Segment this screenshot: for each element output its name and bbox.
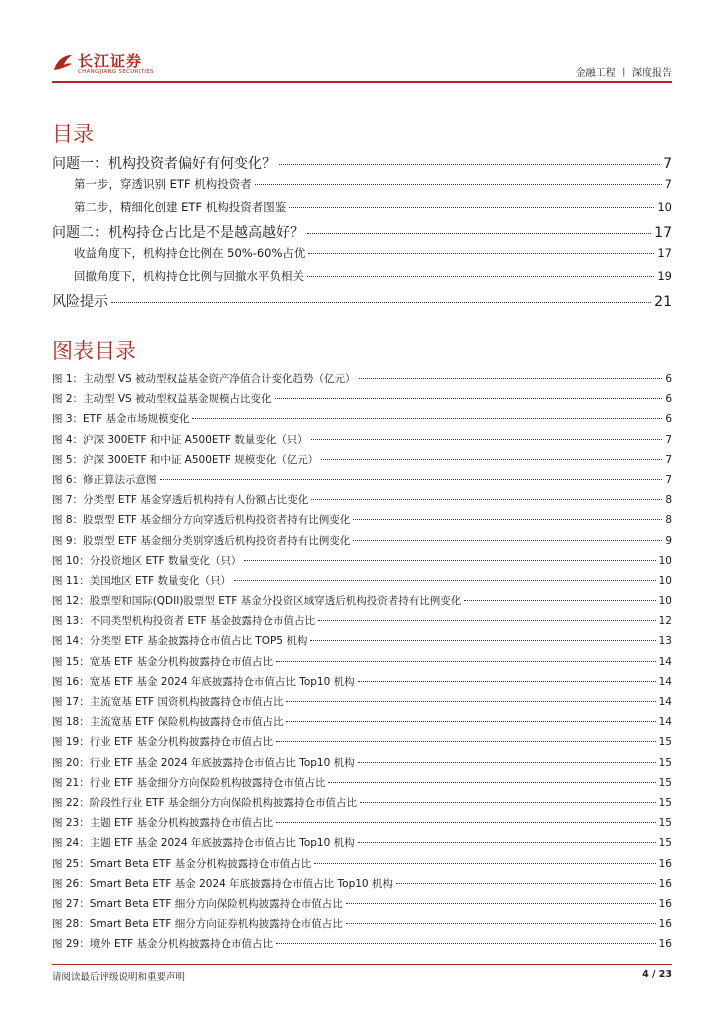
figure-entry-label: 图 4：沪深 300ETF 和中证 A500ETF 数量变化（只） xyxy=(52,433,308,446)
figure-entry-page: 15 xyxy=(658,817,672,830)
figure-entry[interactable] xyxy=(52,452,672,472)
toc-entry-label: 问题一：机构投资者偏好有何变化？ xyxy=(52,156,276,172)
logo-cn-text: 长江证券 xyxy=(78,52,143,70)
dot-leader xyxy=(234,580,656,581)
figure-entry-page: 8 xyxy=(665,494,672,507)
figure-entry-page: 14 xyxy=(658,696,672,708)
toc-entry[interactable] xyxy=(52,291,672,314)
figure-entry-label: 图 5：沪深 300ETF 和中证 A500ETF 规模变化（亿元） xyxy=(52,453,319,466)
figure-entry-page: 10 xyxy=(658,574,672,587)
figure-entry-page: 15 xyxy=(658,776,672,789)
figure-entry-page: 8 xyxy=(665,514,672,527)
figure-entry-label: 图 12：股票型和国际(QDII)股票型 ETF 基金分投资区域穿透后机构投资者持有比例变化 xyxy=(52,595,462,608)
toc-entry[interactable] xyxy=(52,153,672,176)
figure-entry-label: 图 15：宽基 ETF 基金分机构披露持仓市值占比 xyxy=(52,655,273,668)
figure-entry-label: 图 24：主题 ETF 基金 2024 年底披露持仓市值占比 Top10 机构 xyxy=(52,837,355,850)
figure-entry-page: 15 xyxy=(658,837,672,850)
footer-divider xyxy=(52,964,672,965)
figure-entry[interactable] xyxy=(52,391,672,411)
toc-entry[interactable] xyxy=(52,268,672,291)
dot-leader xyxy=(359,378,663,379)
dot-leader xyxy=(358,762,656,763)
dot-leader xyxy=(275,398,663,399)
toc-entry-page: 7 xyxy=(664,177,672,191)
figure-entry[interactable] xyxy=(52,755,672,775)
figure-entry[interactable] xyxy=(52,654,672,674)
dot-leader xyxy=(289,207,654,208)
dot-leader xyxy=(321,459,662,460)
toc-entry-label: 收益角度下，机构持仓比例在 50%-60%占优 xyxy=(74,246,306,260)
figure-entry[interactable] xyxy=(52,411,672,431)
toc-entry[interactable] xyxy=(52,222,672,245)
figure-entry-label: 图 16：宽基 ETF 基金 2024 年底披露持仓市值占比 Top10 机构 xyxy=(52,675,355,688)
dot-leader xyxy=(311,439,663,440)
toc-entry-label: 风险提示 xyxy=(52,294,108,310)
figure-entry-label: 图 26：Smart Beta ETF 基金 2024 年底披露持仓市值占比 Top10 机构 xyxy=(52,877,393,890)
figure-entry[interactable] xyxy=(52,674,672,694)
figure-entry-page: 16 xyxy=(658,897,672,910)
figure-entry[interactable] xyxy=(52,512,672,532)
figure-entry-page: 6 xyxy=(665,393,672,406)
figure-entry-label: 图 27：Smart Beta ETF 细分方向保险机构披露持仓市值占比 xyxy=(52,897,343,910)
figure-entry[interactable] xyxy=(52,876,672,896)
toc-entry-page: 19 xyxy=(657,269,672,283)
figure-entry-label: 图 6：修正算法示意图 xyxy=(52,473,157,486)
dot-leader xyxy=(286,721,655,722)
figure-entry[interactable] xyxy=(52,835,672,855)
dot-leader xyxy=(328,782,655,783)
figure-entry-page: 6 xyxy=(665,413,672,426)
figure-entry[interactable] xyxy=(52,492,672,512)
figure-entry-label: 图 14：分类型 ETF 基金披露持仓市值占比 TOP5 机构 xyxy=(52,635,308,648)
dot-leader xyxy=(396,883,656,884)
figure-entry-label: 图 19：行业 ETF 基金分机构披露持仓市值占比 xyxy=(52,736,273,749)
logo-en-text: CHANGJIANG SECURITIES xyxy=(78,69,154,75)
report-category: 金融工程 丨 深度报告 xyxy=(575,68,672,79)
dot-leader xyxy=(310,640,655,641)
dot-leader xyxy=(160,479,663,480)
figure-entry-label: 图 20：行业 ETF 基金 2024 年底披露持仓市值占比 Top10 机构 xyxy=(52,756,355,769)
dot-leader xyxy=(307,233,651,234)
logo-mark-icon xyxy=(52,52,74,74)
company-logo xyxy=(52,50,162,84)
figure-entry-page: 7 xyxy=(665,473,672,486)
figure-entry-page: 15 xyxy=(658,736,672,749)
figure-entry-page: 14 xyxy=(658,675,672,688)
figure-entry-page: 16 xyxy=(658,918,672,931)
dot-leader xyxy=(346,923,656,924)
figure-entry[interactable] xyxy=(52,916,672,936)
dot-leader xyxy=(358,842,656,843)
figure-entry[interactable] xyxy=(52,573,672,593)
dot-leader xyxy=(353,540,662,541)
figure-entry-label: 图 2：主动型 VS 被动型权益基金规模占比变化 xyxy=(52,393,272,406)
figure-entry[interactable] xyxy=(52,694,672,714)
disclaimer-note: 请阅读最后评级说明和重要声明 xyxy=(52,972,186,983)
figure-entry-label: 图 10：分投资地区 ETF 数量变化（只） xyxy=(52,554,242,567)
figure-entry-label: 图 28：Smart Beta ETF 细分方向证券机构披露持仓市值占比 xyxy=(52,918,343,931)
dot-leader xyxy=(308,253,654,254)
toc-entry-label: 问题二：机构持仓占比是不是越高越好？ xyxy=(52,225,304,241)
figure-entry-label: 图 13：不同类型机构投资者 ETF 基金披露持仓市值占比 xyxy=(52,615,315,628)
figure-entry[interactable] xyxy=(52,714,672,734)
toc-entry-page: 10 xyxy=(657,200,672,214)
figure-entry-page: 10 xyxy=(658,554,672,567)
dot-leader xyxy=(276,741,656,742)
dot-leader xyxy=(276,822,656,823)
figure-entry-label: 图 3：ETF 基金市场规模变化 xyxy=(52,413,190,426)
figure-entry-page: 6 xyxy=(665,373,672,385)
figure-entry[interactable] xyxy=(52,533,672,553)
figure-entry[interactable] xyxy=(52,432,672,452)
figure-entry-label: 图 21：行业 ETF 基金细分方向保险机构披露持仓市值占比 xyxy=(52,776,326,789)
figure-entry-label: 图 9：股票型 ETF 基金细分类别穿透后机构投资者持有比例变化 xyxy=(52,534,351,547)
dot-leader xyxy=(279,164,660,165)
figure-entry-page: 7 xyxy=(665,433,672,446)
figure-entry[interactable] xyxy=(52,896,672,916)
figure-entry[interactable] xyxy=(52,613,672,633)
figure-entry-label: 图 1：主动型 VS 被动型权益基金资产净值合计变化趋势（亿元） xyxy=(52,373,356,385)
toc-entry-label: 回撤角度下，机构持仓比例与回撤水平负相关 xyxy=(74,269,304,283)
dot-leader xyxy=(358,681,656,682)
figure-entry[interactable] xyxy=(52,472,672,492)
dot-leader xyxy=(286,701,655,702)
figure-entry-label: 图 22：阶段性行业 ETF 基金细分方向保险机构披露持仓市值占比 xyxy=(52,796,357,809)
figure-entry-page: 16 xyxy=(658,877,672,890)
toc-entry[interactable] xyxy=(52,199,672,222)
figure-entry-label: 图 25：Smart Beta ETF 基金分机构披露持仓市值占比 xyxy=(52,857,312,870)
toc-entry[interactable] xyxy=(52,176,672,199)
dot-leader xyxy=(111,302,651,303)
figure-entry[interactable] xyxy=(52,593,672,613)
figure-entry-page: 15 xyxy=(658,756,672,769)
toc-entry-page: 21 xyxy=(654,294,672,310)
figure-entry-label: 图 11：美国地区 ETF 数量变化（只） xyxy=(52,574,231,587)
page-header xyxy=(52,42,672,86)
figure-entry[interactable] xyxy=(52,633,672,653)
dot-leader xyxy=(192,418,662,419)
figure-entry-label: 图 17：主流宽基 ETF 国资机构披露持仓市值占比 xyxy=(52,696,284,708)
figure-list-title: 图表目录 xyxy=(52,339,136,363)
figure-entry[interactable] xyxy=(52,936,672,956)
dot-leader xyxy=(244,560,655,561)
figure-entry[interactable] xyxy=(52,371,672,391)
dot-leader xyxy=(276,943,656,944)
toc-entry-page: 17 xyxy=(654,225,672,241)
dot-leader xyxy=(314,863,655,864)
figure-entry-page: 13 xyxy=(658,635,672,648)
figure-entry-label: 图 29：境外 ETF 基金分机构披露持仓市值占比 xyxy=(52,938,273,951)
figure-entry-label: 图 7：分类型 ETF 基金穿透后机构持有人份额占比变化 xyxy=(52,494,309,507)
table-of-contents xyxy=(52,153,672,314)
figure-entry-page: 12 xyxy=(658,615,672,628)
dot-leader xyxy=(311,499,662,500)
figure-entry-label: 图 8：股票型 ETF 基金细分方向穿透后机构投资者持有比例变化 xyxy=(52,514,351,527)
dot-leader xyxy=(346,903,656,904)
figure-entry[interactable] xyxy=(52,775,672,795)
dot-leader xyxy=(307,276,654,277)
dot-leader xyxy=(276,661,656,662)
figure-entry[interactable] xyxy=(52,553,672,573)
header-divider xyxy=(52,81,672,83)
toc-entry-label: 第二步，精细化创建 ETF 机构投资者图鉴 xyxy=(74,200,287,214)
dot-leader xyxy=(360,802,656,803)
figure-entry[interactable] xyxy=(52,815,672,835)
toc-title: 目录 xyxy=(52,122,94,146)
figure-entry-page: 16 xyxy=(658,857,672,870)
figure-entry-label: 图 18：主流宽基 ETF 保险机构披露持仓市值占比 xyxy=(52,716,284,729)
figure-entry-label: 图 23：主题 ETF 基金分机构披露持仓市值占比 xyxy=(52,817,273,830)
toc-entry-page: 17 xyxy=(657,246,672,260)
toc-entry-label: 第一步，穿透识别 ETF 机构投资者 xyxy=(74,177,252,191)
toc-entry-page: 7 xyxy=(663,156,672,172)
dot-leader xyxy=(318,620,656,621)
figure-entry[interactable] xyxy=(52,856,672,876)
dot-leader xyxy=(255,184,662,185)
figure-entry[interactable] xyxy=(52,734,672,754)
figure-entry-page: 10 xyxy=(658,595,672,608)
figure-entry-page: 14 xyxy=(658,716,672,729)
figure-entry[interactable] xyxy=(52,795,672,815)
toc-entry[interactable] xyxy=(52,245,672,268)
figure-entry-page: 15 xyxy=(658,796,672,809)
figure-entry-page: 14 xyxy=(658,655,672,668)
dot-leader xyxy=(464,600,655,601)
figure-entry-page: 16 xyxy=(658,938,672,951)
figure-entry-page: 7 xyxy=(665,453,672,466)
page-number: 4 / 23 xyxy=(642,969,672,980)
figure-list xyxy=(52,371,672,956)
dot-leader xyxy=(353,519,662,520)
figure-entry-page: 9 xyxy=(665,534,672,547)
